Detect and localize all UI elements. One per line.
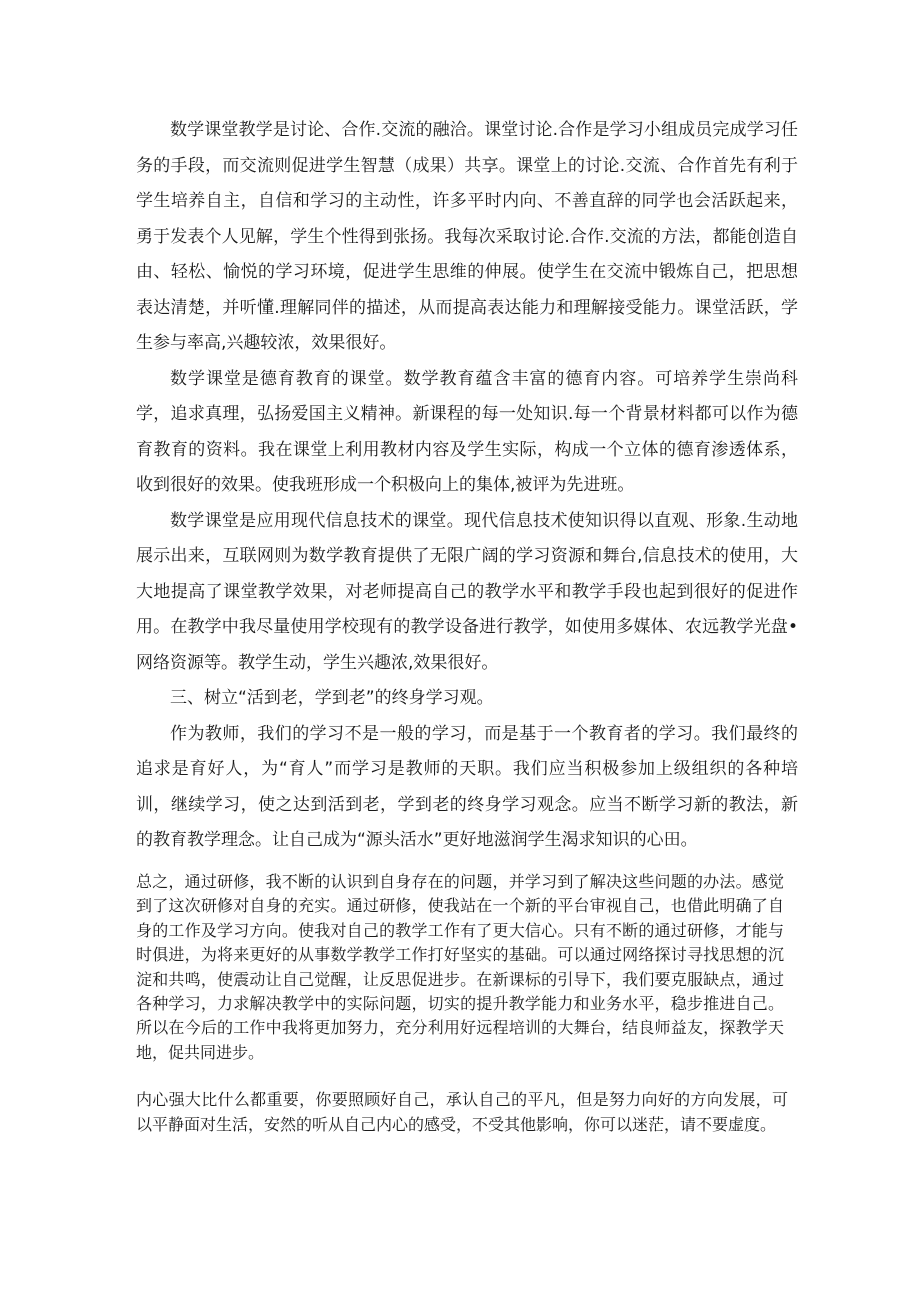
section-heading-lifelong-learning: 三、树立“活到老，学到老”的终身学习观。 <box>170 688 494 708</box>
summary-text-block <box>136 870 784 1065</box>
paragraph-teacher-learning: 作为教师，我们的学习不是一般的学习，而是基于一个教育者的学习。我们最终的追求是育好人，为“育人”而学习是教师的天职。我们应当积极参加上级组织的各种培训，继续学习，使之达到活到老，学到老的终身学习观念。应当不断学习新的教法，新的教育教学理念。让自己成为“源头活水”更好地滋润学生渴求知识的心田。 <box>136 723 798 850</box>
paragraph-classroom-discussion: 数学课堂教学是讨论、合作.交流的融洽。课堂讨论.合作是学习小组成员完成学习任务的手段，而交流则促进学生智慧（成果）共享。课堂上的讨论.交流、合作首先有利于学生培养自主，自信和学习的主动性，许多平时内向、不善直辞的同学也会活跃起来，勇于发表个人见解，学生个性得到张扬。我每次采取讨论.合作.交流的方法，都能创造自由、轻松、愉悦的学习环境，促进学生思维的伸展。使学生在交流中锻炼自己，把思想表达清楚，并听懂.理解同伴的描述，从而提高表达能力和理解接受能力。课堂活跃，学生参与率高,兴趣较浓，效果很好。 <box>136 120 798 353</box>
closing-text-block <box>136 1087 788 1137</box>
paragraph-information-technology: 数学课堂是应用现代信息技术的课堂。现代信息技术使知识得以直观、形象.生动地展示出来，互联网则为数学教育提供了无限广阔的学习资源和舞台,信息技术的使用，大大地提高了课堂教学效果，对老师提高自己的教学水平和教学手段也起到很好的促进作用。在教学中我尽量使用学校现有的教学设备进行教学，如使用多媒体、农远教学光盘•网络资源等。教学生动，学生兴趣浓,效果很好。 <box>136 510 798 673</box>
paragraph-summary: 总之，通过研修，我不断的认识到自身存在的问题，并学习到了解决这些问题的办法。感觉到了这次研修对自身的充实。通过研修，使我站在一个新的平台审视自己，也借此明确了自身的工作及学习方向。使我对自己的教学工作有了更大信心。只有不断的通过研修，才能与时俱进，为将来更好的从事数学教学工作打好坚实的基础。可以通过网络探讨寻找思想的沉淀和共鸣，使震动让自己觉醒，让反思促进步。在新课标的引导下，我们要克服缺点，通过各种学习，力求解决教学中的实际问题，切实的提升教学能力和业务水平，稳步推进自己。所以在今后的工作中我将更加努力，充分利用好远程培训的大舞台，结良师益友，探教学天地，促共同进步。 <box>136 872 784 1062</box>
main-text-block <box>136 113 798 859</box>
paragraph-moral-education: 数学课堂是德育教育的课堂。数学教育蕴含丰富的德育内容。可培养学生崇尚科学，追求真理，弘扬爱国主义精神。新课程的每一处知识.每一个背景材料都可以作为德育教育的资料。我在课堂上利用教材内容及学生实际，构成一个立体的德育渗透体系，收到很好的效果。使我班形成一个积极向上的集体,被评为先进班。 <box>136 368 798 495</box>
paragraph-closing: 内心强大比什么都重要，你要照顾好自己，承认自己的平凡，但是努力向好的方向发展，可以平静面对生活，安然的听从自己内心的感受，不受其他影响，你可以迷茫，请不要虚度。 <box>136 1090 788 1134</box>
